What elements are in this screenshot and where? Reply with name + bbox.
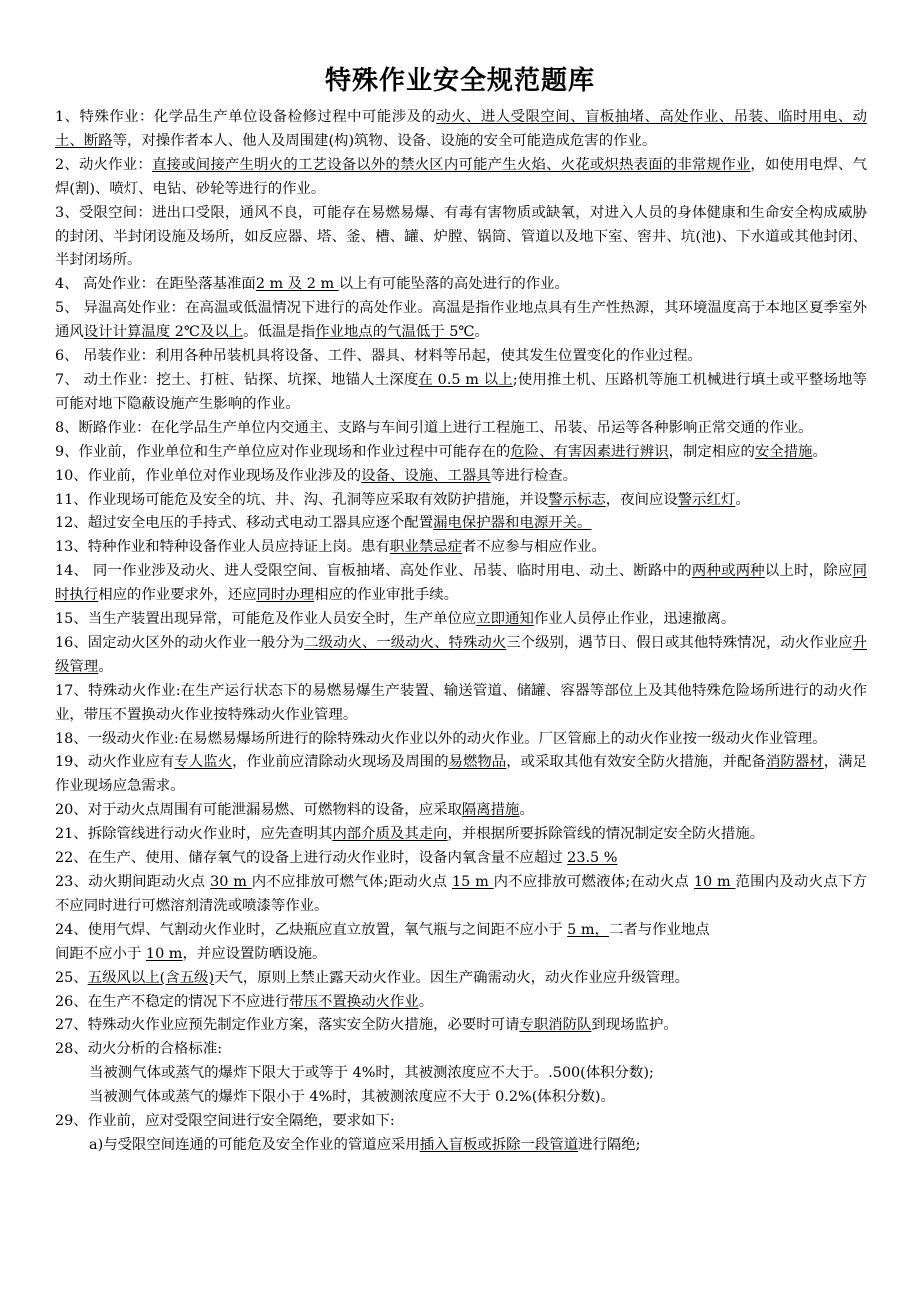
underlined-answer: 在 0.5 m 以上 — [418, 371, 513, 388]
question-text: 16、固定动火区外的动火作业一般分为 — [55, 634, 305, 651]
question-text: 相应的作业审批手续。 — [314, 587, 458, 604]
question-text: 。 — [418, 993, 434, 1010]
question-text: 11、作业现场可能危及安全的坑、井、沟、孔洞等应采取有效防护措施，并设 — [55, 491, 549, 508]
underlined-answer: 插入盲板或拆除一段管道 — [419, 1136, 579, 1153]
underlined-answer: 五级风以上(含五级) — [87, 969, 215, 986]
underlined-answer: 危险、有害因素进行辨识 — [510, 443, 669, 460]
question-text: 5、 异温高处作业：在高温或低温情况下进行的高处作业。高温是指作业地点具有生产性热源，其环境温度高于本地区夏季室外通风 — [55, 300, 867, 341]
question-text: 25、 — [55, 969, 88, 986]
question-item — [55, 1014, 867, 1038]
question-text: 29、作业前，应对受限空间进行安全隔绝，要求如下: — [55, 1113, 395, 1130]
question-item — [55, 871, 867, 919]
question-text: 6、 吊装作业：利用各种吊装机具将设备、工件、器具、材料等吊起，使其发生位置变化的作业过程。 — [55, 348, 702, 365]
question-item — [55, 751, 867, 799]
question-text: ，并根据所要拆除管线的情况制定安全防火措施。 — [447, 826, 765, 843]
question-text: 等，对操作者本人、他人及周围建(构)筑物、设备、设施的安全可能造成危害的作业。 — [112, 132, 657, 149]
underlined-answer: 作业地点的气温低于 5℃ — [315, 324, 475, 341]
underlined-answer: 同时执行 — [55, 563, 867, 604]
underlined-answer: 漏电保护器和电源开关。 — [433, 515, 592, 532]
question-text: 9、作业前，作业单位和生产单位应对作业现场和作业过程中可能存在的 — [55, 443, 511, 460]
question-text: 。 — [98, 658, 113, 675]
question-text: ，如使用电焊、气焊(割)、喷灯、电钻、砂轮等进行的作业。 — [55, 156, 867, 197]
question-text: 三个级别，遇节日、假日或其他特殊情况，动火作业应 — [506, 634, 853, 651]
question-item — [55, 536, 867, 560]
underlined-answer: 两种或两种 — [691, 563, 765, 580]
question-item — [55, 345, 867, 369]
question-item — [55, 154, 867, 202]
question-item — [55, 847, 867, 871]
question-text: ，夜间应设 — [605, 491, 678, 508]
question-text: 18、一级动火作业:在易燃易爆场所进行的除特殊动火作业以外的动火作业。厂区管廊上的动火作业按一级动火作业管理。 — [55, 730, 827, 747]
underlined-answer: 升级管理 — [55, 634, 867, 675]
question-text: 内不应排放可燃液体;在动火点 — [493, 874, 694, 890]
question-text: 8、断路作业：在化学品生产单位内交通主、支路与车间引道上进行工程施工、吊装、吊运等各种影响正常交通的作业。 — [55, 419, 813, 436]
underlined-answer: 隔离措施 — [461, 802, 520, 819]
question-text: 24、使用气焊、气割动火作业时，乙炔瓶应直立放置，氧气瓶与之间距不应小于 — [55, 921, 568, 938]
question-text: 相应的作业要求外，还应 — [98, 587, 257, 604]
underlined-answer: 专人监火 — [174, 754, 233, 771]
underlined-answer: 警示红灯 — [677, 491, 736, 508]
question-text: 3、受限空间：进出口受限，通风不良，可能存在易燃易爆、有毒有害物质或缺氧，对进入人员的身体健康和生命安全构成威胁的封闭、半封闭设施及场所，如反应器、塔、釜、槽、罐、炉膛、锅筒、管道以及地下室、窖井、坑(池)、下水道或其他封闭、半封闭场所。 — [55, 204, 867, 269]
page-title: 特殊作业安全规范题库 — [324, 66, 595, 96]
question-item — [55, 106, 867, 154]
question-text: 。低温是指 — [243, 324, 316, 341]
underlined-answer: 10 m — [145, 945, 183, 962]
question-item — [55, 417, 867, 441]
underlined-answer: 同时办理 — [256, 587, 315, 604]
question-text: 。 — [474, 324, 489, 341]
question-text: 。 — [519, 802, 534, 819]
question-item — [55, 202, 867, 274]
question-text: 26、在生产不稳定的情况下不应进行 — [55, 993, 290, 1010]
question-text: ，或采取其他有效安全防火措施，并配备 — [506, 754, 766, 771]
question-text: 28、动火分析的合格标准: — [55, 1041, 223, 1058]
question-text: 范围内及动火点下方不应同时进行可燃溶剂清洗或喷漆等作业。 — [55, 874, 867, 914]
question-text: 13、特种作业和特种设备作业人员应持证上岗。患有 — [55, 539, 390, 556]
question-text: a)与受限空间连通的可能危及安全作业的管道应采用 — [89, 1136, 420, 1153]
underlined-answer: 动火、进人受限空间、盲板抽堵、高处作业、吊装、临时用电、动土、断路 — [55, 109, 867, 149]
question-item — [55, 465, 867, 489]
question-text: 以上时，除应 — [764, 563, 853, 580]
underlined-answer: 5 m， — [567, 921, 609, 938]
question-text: 二者与作业地点 — [608, 921, 710, 938]
underlined-answer: 警示标志 — [548, 491, 606, 508]
question-item — [55, 632, 867, 680]
question-item — [55, 967, 867, 991]
question-text: ，满足作业现场应急需求。 — [55, 754, 867, 795]
underlined-answer: 设备、设施、工器具 — [361, 467, 491, 484]
question-item — [55, 441, 867, 465]
question-text: 。 — [812, 443, 827, 460]
question-text: 。 — [735, 491, 750, 508]
underlined-answer: 10 m — [693, 874, 736, 890]
question-item — [55, 1134, 867, 1158]
question-text: 19、动火作业应有 — [55, 754, 175, 771]
question-item — [55, 728, 867, 752]
underlined-answer: 直接或间接产生明火的工艺设备以外的禁火区内可能产生火焰、火花或炽热表面的非常规作业 — [151, 156, 751, 173]
question-text: 当被测气体或蒸气的爆炸下限大于或等于 4%时，其被测浓度应不大于。.500(体积分数); — [89, 1065, 654, 1082]
question-text: 天气，原则上禁止露天动火作业。因生产确需动火，动火作业应升级管理。 — [214, 969, 689, 986]
question-list — [55, 106, 867, 1158]
question-text: 20、对于动火点周围有可能泄漏易燃、可燃物料的设备，应采取 — [55, 802, 462, 819]
underlined-answer: 安全措施 — [754, 443, 813, 460]
question-text: ，制定相应的 — [668, 443, 755, 460]
question-item — [55, 369, 867, 417]
question-text: 27、特殊动火作业应预先制定作业方案，落实安全防火措施，必要时可请 — [55, 1017, 520, 1034]
question-text: 10、作业前，作业单位对作业现场及作业涉及的 — [55, 467, 362, 484]
question-text: 作业人员停止作业，迅速撤离。 — [533, 611, 736, 628]
question-text: ;使用推土机、压路机等施工机械进行填土或平整场地等可能对地下隐蔽设施产生影响的作业。 — [55, 371, 867, 412]
question-item — [55, 273, 867, 297]
question-text: 2、动火作业： — [55, 156, 152, 173]
question-item — [55, 489, 867, 513]
question-text: 进行隔绝; — [578, 1136, 641, 1153]
question-item — [55, 991, 867, 1015]
question-text: 17、特殊动火作业:在生产运行状态下的易燃易爆生产装置、输送管道、储罐、容器等部位上及其他特殊危险场所进行的动火作业，带压不置换动火作业按特殊动火作业管理。 — [55, 682, 867, 723]
question-item — [55, 680, 867, 728]
question-item — [55, 1038, 867, 1062]
question-text: 1、特殊作业：化学品生产单位设备检修过程中可能涉及的 — [55, 109, 437, 125]
underlined-answer: 23.5 % — [567, 850, 618, 867]
underlined-answer: 30 m — [210, 874, 252, 890]
question-text: ，作业前应清除动火现场及周围的 — [232, 754, 449, 771]
question-text: 间距不应小于 — [55, 945, 146, 962]
question-text: 15、当生产装置出现异常，可能危及作业人员安全时，生产单位应 — [55, 611, 477, 628]
underlined-answer: 易燃物品 — [448, 754, 507, 771]
question-text: 内不应排放可燃气体;距动火点 — [251, 874, 453, 890]
underlined-answer: 带压不置换动火作业 — [289, 993, 419, 1010]
underlined-answer: 设计计算温度 2℃及以上 — [83, 324, 244, 341]
underlined-answer: 2 m 及 2 m — [255, 276, 339, 293]
underlined-answer: 二级动火、一级动火、特殊动火 — [304, 634, 507, 651]
question-item — [55, 608, 867, 632]
underlined-answer: 15 m — [452, 874, 494, 890]
question-item — [55, 1110, 867, 1134]
question-text: 23、动火期间距动火点 — [55, 874, 211, 890]
question-text: 22、在生产、使用、储存氧气的设备上进行动火作业时，设备内氧含量不应超过 — [55, 850, 568, 867]
question-text: 7、 动土作业：挖土、打桩、钻探、坑探、地锚人土深度 — [55, 371, 419, 388]
question-item — [55, 512, 867, 536]
question-item — [55, 560, 867, 608]
question-text: 等进行检查。 — [490, 467, 578, 484]
question-item — [55, 1086, 867, 1110]
question-text: 当被测气体或蒸气的爆炸下限小于 4%时，其被测浓度应不大于 0.2%(体积分数)。 — [89, 1089, 615, 1106]
question-text: 14、 同一作业涉及动火、进人受限空间、盲板抽堵、高处作业、吊装、临时用电、动土、断路中的 — [55, 563, 692, 580]
question-item — [55, 919, 867, 967]
question-text: ，并应设置防晒设施。 — [182, 945, 327, 962]
underlined-answer: 立即通知 — [476, 611, 534, 628]
question-item — [55, 1062, 867, 1086]
underlined-answer: 内部介质及其走向 — [332, 826, 448, 843]
question-text: 4、 高处作业：在距坠落基准面 — [55, 276, 256, 293]
question-item — [55, 823, 867, 847]
question-text: 21、拆除管线进行动火作业时，应先查明其 — [55, 826, 333, 843]
question-item — [55, 297, 867, 345]
question-text: 12、超过安全电压的手持式、移动式电动工器具应逐个配置 — [55, 515, 434, 532]
underlined-answer: 职业禁忌症 — [389, 539, 462, 556]
question-text: 者不应参与相应作业。 — [461, 539, 606, 556]
question-text: 以上有可能坠落的高处进行的作业。 — [338, 276, 569, 293]
question-item — [55, 799, 867, 823]
underlined-answer: 消防器材 — [765, 754, 824, 771]
question-text: 到现场监护。 — [591, 1017, 678, 1034]
underlined-answer: 专职消防队 — [519, 1017, 592, 1034]
